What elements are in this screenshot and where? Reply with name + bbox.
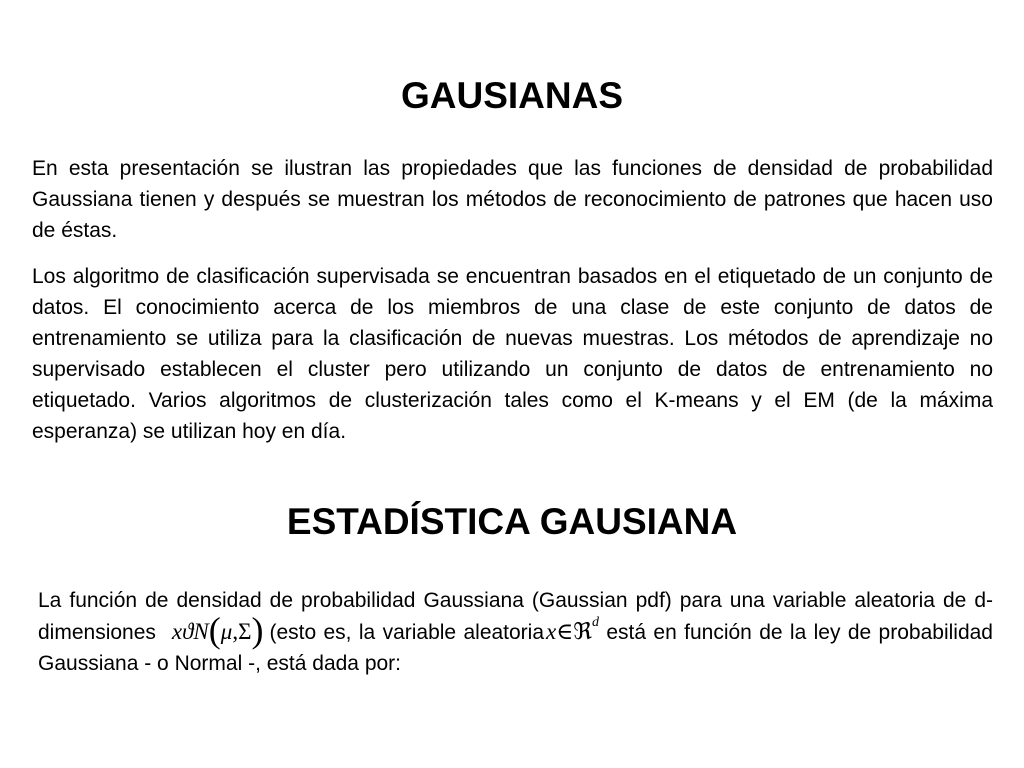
- distributed-as-symbol: ϑ: [182, 619, 194, 644]
- covariance-symbol: Σ: [238, 619, 252, 644]
- algorithms-paragraph: Los algoritmo de clasificación supervisada se encuentran basados en el etiquetado de un conjunto de datos. El conocimiento acerca de los miembros de una clase de este conjunto de datos de entrenamiento se utiliza para la clasificación de nuevas muestras. Los métodos de aprendizaje no supervisado establecen el cluster pero utilizando un conjunto de datos de entrenamiento no etiquetado. Varios algoritmos de clusterización tales como el K-means y el EM (de la máxima esperanza) se utilizan hoy en día.: [32, 265, 993, 443]
- formula2-variable-x: x: [546, 619, 557, 644]
- formula-left-paren: (: [208, 610, 221, 650]
- mean-symbol: μ: [220, 619, 233, 644]
- formula-right-paren: ): [251, 610, 264, 650]
- normal-distribution-formula: [171, 610, 264, 650]
- pdf-text-part3: está en función de la ley de probabilidad Gaussiana - o Normal -, está dada por:: [38, 621, 993, 675]
- gaussian-pdf-paragraph: [38, 585, 993, 679]
- element-of-symbol: ∈: [556, 619, 574, 644]
- real-numbers-symbol: ℜ: [573, 619, 593, 644]
- intro-paragraph: En esta presentación se ilustran las propiedades que las funciones de densidad de probabilidad Gaussiana tienen y después se muestran los métodos de reconocimiento de patrones que hacen uso de éstas.: [32, 157, 993, 242]
- pdf-text-part2: (esto es, la variable aleatoria: [269, 621, 545, 644]
- section-title-estadistica-gausiana: ESTADÍSTICA GAUSIANA: [286, 501, 738, 542]
- formula-comma: ,: [232, 619, 239, 644]
- formula-variable-x: x: [171, 619, 183, 644]
- real-space-formula: [546, 615, 600, 644]
- pdf-text-part1: La función de densidad de probabilidad Gaussiana (Gaussian pdf) para una variable aleatoria de d-dimensiones: [38, 589, 993, 644]
- dimension-exponent: d: [592, 615, 600, 631]
- normal-symbol: N: [193, 619, 209, 644]
- slide-title-gausianas: GAUSIANAS: [400, 75, 624, 116]
